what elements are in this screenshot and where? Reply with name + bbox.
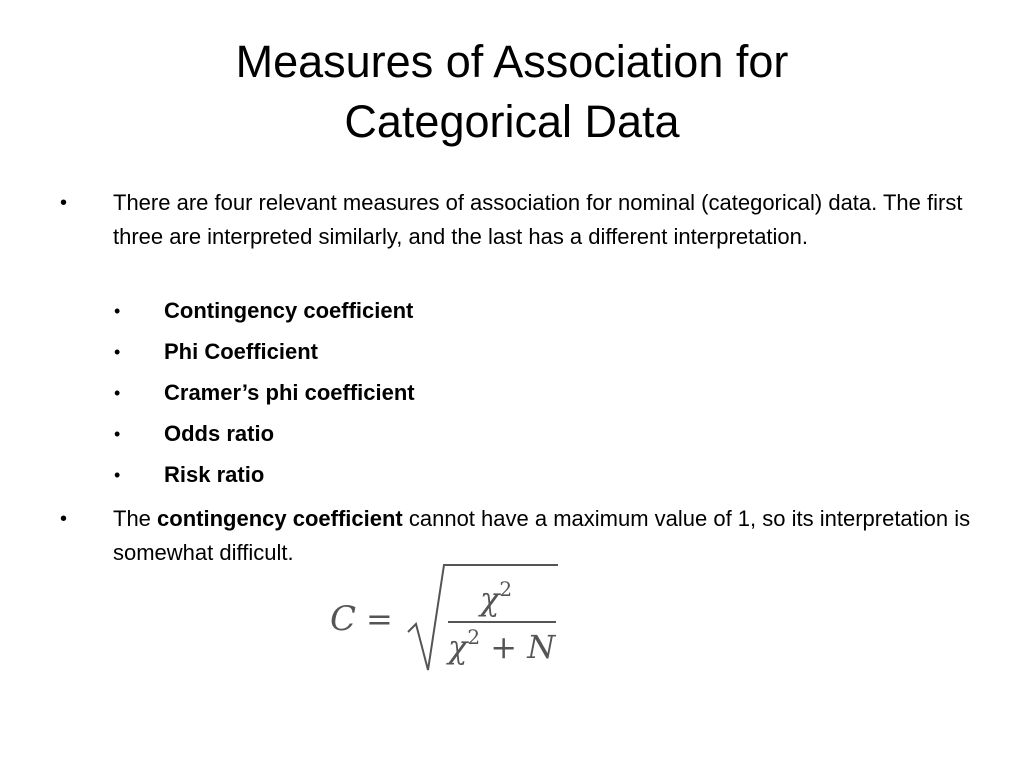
bullet-marker: •	[60, 192, 68, 214]
contingency-coefficient-formula	[326, 560, 566, 678]
sub-item-odds-ratio	[0, 414, 1024, 454]
formula-numerator: $\chi^2$	[480, 577, 513, 618]
bullet-text-prefix: The	[113, 506, 158, 531]
sub-bullet-marker: •	[114, 301, 121, 321]
sub-item-risk-ratio	[0, 455, 1024, 495]
sub-item-label: Phi Coefficient	[164, 339, 319, 364]
bullet-text-bold: contingency coefficient	[157, 506, 403, 531]
bullet-text: There are four relevant measures of association for nominal (categorical) data. The first three are interpreted similarly, and the last has a different interpretation.	[113, 190, 963, 249]
formula-lhs: C	[330, 599, 357, 639]
sub-bullet-marker: •	[114, 424, 121, 444]
sub-item-label: Contingency coefficient	[164, 298, 414, 323]
formula-equals: =	[366, 600, 393, 638]
slide-title	[150, 32, 874, 152]
sub-item-contingency-coefficient	[0, 291, 1024, 331]
sub-item-label: Risk ratio	[164, 462, 265, 487]
sub-item-phi-coefficient	[0, 332, 1024, 372]
sub-item-label: Cramer’s phi coefficient	[164, 380, 415, 405]
title-line-2: Categorical Data	[344, 96, 680, 147]
sub-bullet-marker: •	[114, 342, 121, 362]
sub-item-cramers-phi	[0, 373, 1024, 413]
sub-item-label: Odds ratio	[164, 421, 275, 446]
bullet-marker: •	[60, 508, 68, 530]
sub-bullet-marker: •	[114, 383, 121, 403]
sub-bullet-marker: •	[114, 465, 121, 485]
bullet-text-suffix: cannot have a maximum value of 1, so its interpretation is somewhat difficult.	[113, 506, 971, 565]
formula-denominator: $\chi^2 + N$	[448, 625, 556, 666]
formula-svg	[326, 560, 566, 678]
title-line-1: Measures of Association for	[235, 36, 789, 87]
